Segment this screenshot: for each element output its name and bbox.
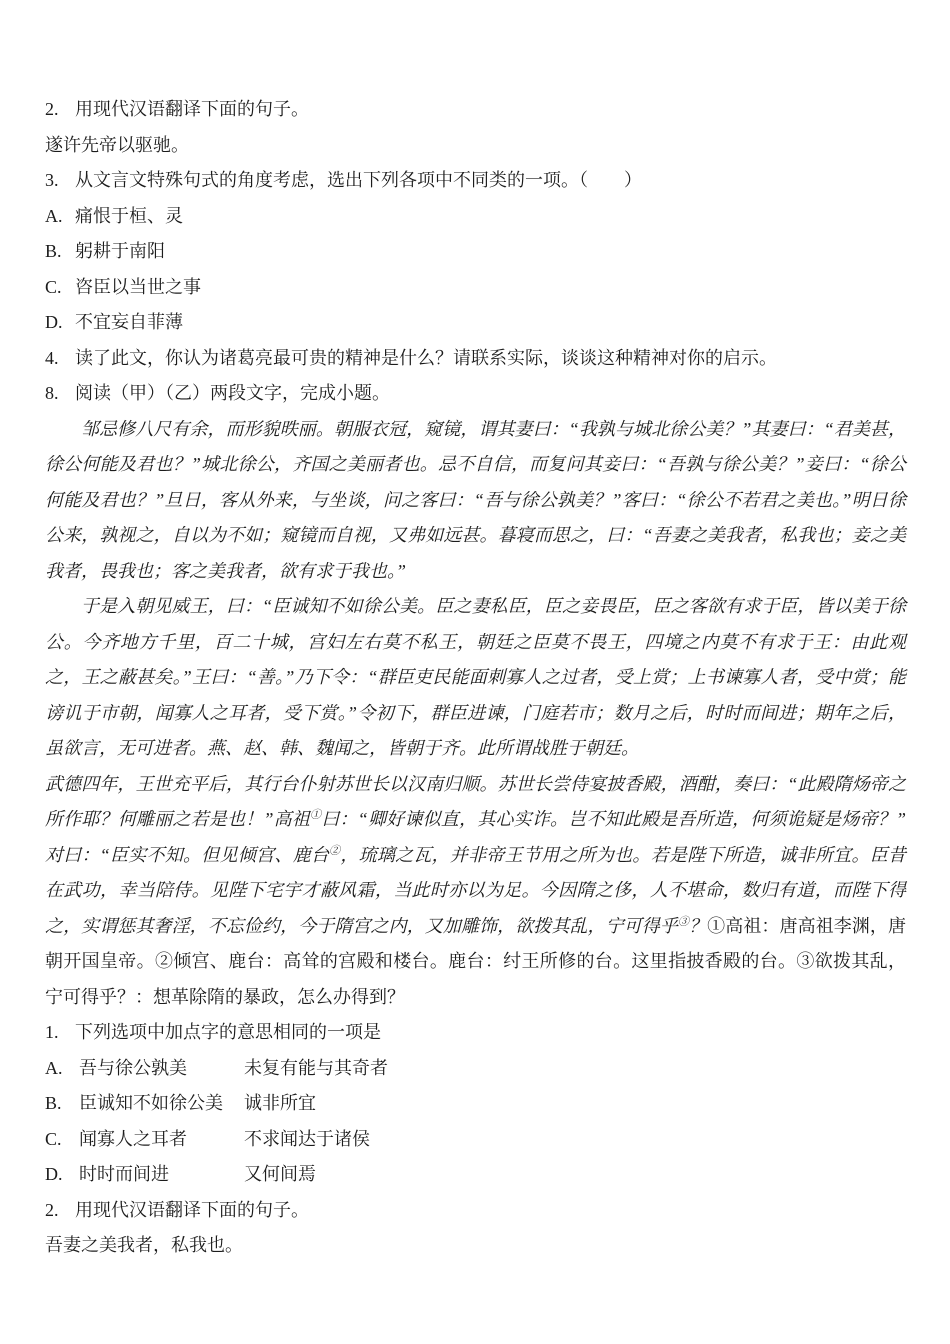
option-label: A. (45, 1057, 63, 1078)
option-label: C. (45, 276, 62, 297)
sentence-text: 遂许先帝以驱驰。 (45, 134, 189, 155)
question-1-option-b (45, 1086, 906, 1122)
question-2-top-prompt (45, 92, 906, 128)
question-number: 8. (45, 383, 59, 403)
question-3-option-a (45, 199, 906, 235)
footnote-marker-1: ① (310, 809, 322, 821)
option-text: 痛恨于桓、灵 (75, 205, 183, 226)
option-right-phrase: 又何间焉 (244, 1164, 316, 1184)
question-1-option-a (45, 1051, 906, 1087)
passage-zouji-paragraph-1 (45, 412, 906, 590)
question-4-prompt (45, 341, 906, 377)
passage-zouji-paragraph-2 (45, 589, 906, 767)
question-number: 3. (45, 170, 59, 190)
option-label: D. (45, 312, 63, 332)
option-label: A. (45, 205, 63, 226)
option-text: 不宜妄自菲薄 (75, 312, 183, 332)
question-2-bottom-prompt (45, 1193, 906, 1229)
option-right-phrase: 未复有能与其奇者 (244, 1057, 388, 1078)
question-1-option-d (45, 1157, 906, 1193)
question-8-prompt (45, 376, 906, 412)
passage-text: 邹忌修八尺有余，而形貌昳丽。朝服衣冠，窥镜，谓其妻曰：“我孰与城北徐公美？”其妻曰：“君美甚，徐公何能及君也？”城北徐公，齐国之美丽者也。忌不自信，而复问其妾曰：“吾孰与徐公美？”妾曰：“徐公何能及君也？”旦日，客从外来，与坐谈，问之客曰：“吾与徐公孰美？”客曰：“徐公不若君之美也。”明日徐公来，孰视之，自以为不如；窥镜而自视，又弗如远甚。暮寝而思之，曰：“吾妻之美我者，私我也；妾之美我者，畏我也；客之美我者，欲有求于我也。” (45, 418, 906, 581)
question-2-bottom-sentence (45, 1228, 906, 1264)
passage-text-segment: 武德四年，王世充平后，其行台仆射苏世长以汉南归顺。苏世长尝侍宴披香殿，酒酣，奏曰：“此殿隋炀帝之所作耶？何雕丽之若是也！”高祖 (45, 773, 906, 829)
option-right-phrase: 不求闻达于诸侯 (244, 1128, 370, 1149)
question-text: 用现代汉语翻译下面的句子。 (75, 1199, 309, 1220)
question-number: 2. (45, 99, 59, 119)
question-number: 4. (45, 347, 59, 368)
passage-text-segment: ，琉璃之瓦，并非帝王节用之所为也。若是陛下所造，诚非所宜。臣昔在武功，幸当陪侍。见陛下宅宇才蔽风霜，当此时亦以为足。今因隋之侈，人不堪命，数归有道，而陛下得之，实谓惩其奢淫，不忘俭约，今于隋宫之内，又加雕饰，欲拨其乱，宁可得乎 (45, 844, 907, 936)
sentence-text: 吾妻之美我者，私我也。 (45, 1235, 243, 1255)
option-right-phrase: 诚非所宜 (244, 1093, 316, 1113)
passage-text: 于是入朝见威王，曰：“臣诚知不如徐公美。臣之妻私臣，臣之妾畏臣，臣之客欲有求于臣，皆以美于徐公。今齐地方千里，百二十城，宫妇左右莫不私王，朝廷之臣莫不畏王，四境之内莫不有求于王：由此观之，王之蔽甚矣。”王曰：“善。”乃下令：“群臣吏民能面刺寡人之过者，受上赏；上书谏寡人者，受中赏；能谤讥于市朝，闻寡人之耳者，受下赏。”令初下，群臣进谏，门庭若市；数月之后，时时而间进；期年之后，虽欲言，无可进者。燕、赵、韩、魏闻之，皆朝于齐。此所谓战胜于朝廷。 (45, 596, 906, 758)
question-3-option-d (45, 305, 906, 341)
option-label: C. (45, 1128, 62, 1149)
option-label: B. (45, 1093, 62, 1113)
option-left-phrase: 吾与徐公孰美 (79, 1057, 187, 1078)
passage-text-segment: ？ (689, 915, 708, 936)
question-text: 下列选项中加点字的意思相同的一项是 (75, 1022, 381, 1042)
option-label: B. (45, 241, 62, 261)
footnote-marker-3: ③ (677, 915, 690, 928)
question-text: 用现代汉语翻译下面的句子。 (75, 99, 309, 119)
question-number: 1. (45, 1022, 59, 1042)
question-text: 读了此文，你认为诸葛亮最可贵的精神是什么？请联系实际，谈谈这种精神对你的启示。 (75, 347, 777, 368)
question-1-option-c (45, 1122, 906, 1158)
question-number: 2. (45, 1199, 59, 1220)
passage-sushizhang-paragraph (45, 767, 906, 1016)
footnote-marker-2: ② (329, 844, 341, 857)
option-text: 咨臣以当世之事 (75, 276, 201, 297)
option-left-phrase: 臣诚知不如徐公美 (79, 1093, 223, 1113)
option-left-phrase: 闻寡人之耳者 (79, 1128, 187, 1149)
question-text: 阅读（甲）（乙）两段文字，完成小题。 (75, 383, 390, 403)
question-text: 从文言文特殊句式的角度考虑，选出下列各项中不同类的一项。（ ） (75, 170, 642, 190)
question-2-top-sentence (45, 128, 906, 164)
option-label: D. (45, 1164, 63, 1184)
question-1-prompt (45, 1015, 906, 1051)
question-3-option-c (45, 270, 906, 306)
option-text: 躬耕于南阳 (75, 241, 165, 261)
passage-text-segment: 曰：“卿好谏似直，其心实诈。岂不知此殿是吾所造，何须诡疑是炀帝？”对曰：“臣实不知。但见倾宫、鹿台 (45, 809, 906, 865)
question-3-prompt (45, 163, 906, 199)
footnotes-text: ①高祖：唐高祖李渊，唐朝开国皇帝。②倾宫、鹿台：高耸的宫殿和楼台。鹿台：纣王所修的台。这里指披香殿的台。③欲拨其乱，宁可得乎？：想革除隋的暴政，怎么办得到？ (45, 915, 907, 1007)
question-3-option-b (45, 234, 906, 270)
option-left-phrase: 时时而间进 (79, 1164, 169, 1184)
